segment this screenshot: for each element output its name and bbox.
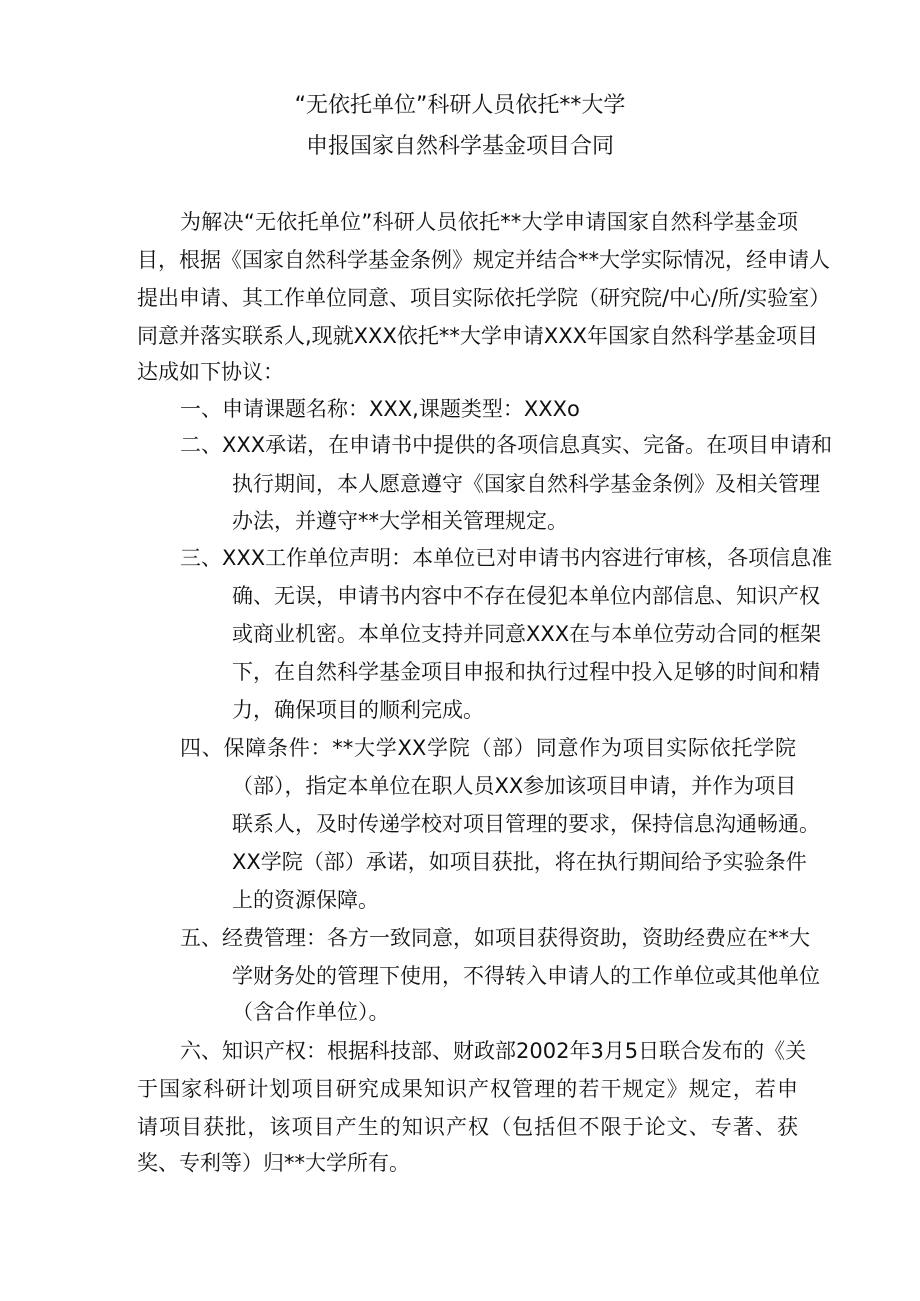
document-title-line-2: 申报国家自然科学基金项目合同: [305, 134, 614, 159]
clause-4-line: 联系人，及时传递学校对项目管理的要求，保持信息沟通畅通。: [232, 812, 820, 836]
clause-3-line: 三、XXX工作单位声明：本单位已对申请书内容进行审核，各项信息准: [180, 546, 833, 570]
preamble-line: 为解决“无依托单位”科研人员依托**大学申请国家自然科学基金项: [180, 210, 798, 234]
clause-5-line: （含合作单位）。: [232, 1000, 390, 1024]
clause-3-line: 或商业机密。本单位支持并同意XXX在与本单位劳动合同的框架: [232, 622, 822, 646]
clause-2-line: 执行期间，本人愿意遵守《国家自然科学基金条例》及相关管理: [232, 472, 820, 496]
preamble-line: 提出申请、其工作单位同意、项目实际依托学院（研究院/中心/所/实验室）: [137, 286, 831, 310]
clause-3-line: 力，确保项目的顺利完成。: [232, 698, 484, 722]
clause-4-line: 上的资源保障。: [232, 888, 379, 912]
document-title-line-1: “无依托单位”科研人员依托**大学: [294, 93, 626, 118]
clause-4-line: 四、保障条件：**大学XX学院（部）同意作为项目实际依托学院: [180, 736, 796, 760]
clause-2-line: 二、XXX承诺，在申请书中提供的各项信息真实、完备。在项目申请和: [180, 433, 833, 457]
clause-6-line: 奖、专利等）归**大学所有。: [137, 1151, 410, 1175]
clause-4-line: XX学院（部）承诺，如项目获批，将在执行期间给予实验条件: [232, 850, 807, 874]
clause-1-line: 一、申请课题名称：XXX,课题类型：XXXo: [180, 397, 580, 421]
clause-6-line: 于国家科研计划项目研究成果知识产权管理的若干规定》规定，若申: [137, 1077, 798, 1101]
clause-3-line: 下，在自然科学基金项目申报和执行过程中投入足够的时间和精: [232, 660, 820, 684]
clause-4-line: （部），指定本单位在职人员XX参加该项目申请，并作为项目: [232, 774, 797, 798]
clause-6-line: 六、知识产权：根据科技部、财政部2002年3月5日联合发布的《关: [180, 1039, 807, 1063]
clause-5-line: 五、经费管理：各方一致同意，如项目获得资助，资助经费应在**大: [180, 926, 810, 950]
preamble-line: 达成如下协议：: [137, 360, 284, 384]
clause-3-line: 确、无误，申请书内容中不存在侵犯本单位内部信息、知识产权: [232, 584, 820, 608]
clause-6-line: 请项目获批，该项目产生的知识产权（包括但不限于论文、专著、获: [137, 1115, 798, 1139]
clause-2-line: 办法，并遵守**大学相关管理规定。: [232, 509, 568, 533]
preamble-line: 同意并落实联系人,现就XXX依托**大学申请XXX年国家自然科学基金项目: [137, 324, 818, 348]
preamble-line: 目，根据《国家自然科学基金条例》规定并结合**大学实际情况，经申请人: [137, 248, 830, 272]
clause-5-line: 学财务处的管理下使用，不得转入申请人的工作单位或其他单位: [232, 964, 820, 988]
